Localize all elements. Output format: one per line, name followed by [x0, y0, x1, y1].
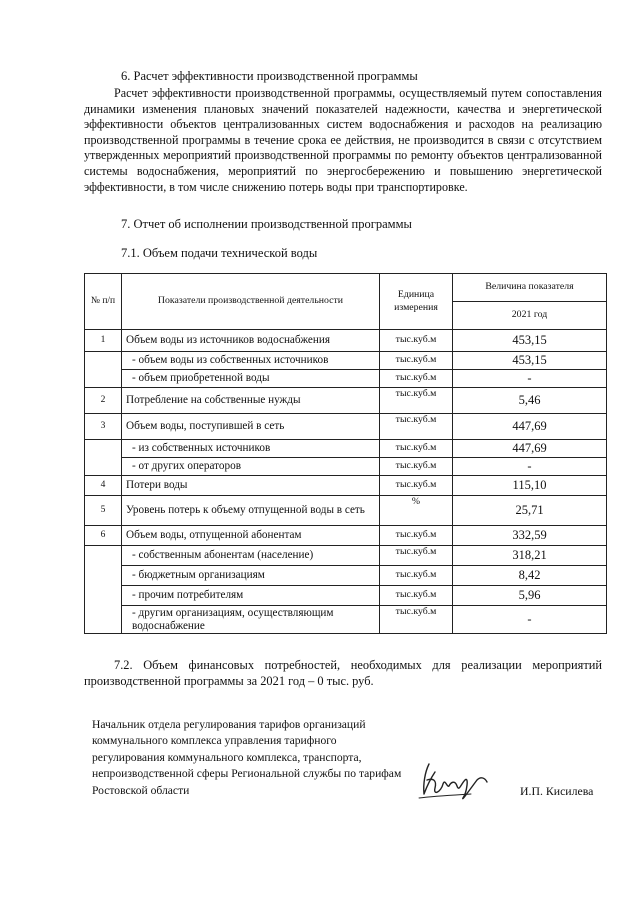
row-value: 453,15	[453, 352, 607, 370]
header-indicator: Показатели производственной деятельности	[122, 274, 380, 330]
row-unit: тыс.куб.м	[380, 414, 453, 440]
row-name: Потери воды	[122, 476, 380, 496]
table-row	[85, 606, 607, 634]
table-row	[85, 440, 607, 458]
row-num: 3	[85, 414, 122, 440]
header-year: 2021 год	[453, 302, 607, 330]
row-num: 2	[85, 388, 122, 414]
signatory-name: И.П. Кисилева	[520, 784, 594, 798]
section-7-heading: 7. Отчет об исполнении производственной программы	[121, 217, 412, 231]
row-name: - бюджетным организациям	[122, 566, 380, 586]
table-row	[85, 496, 607, 526]
row-unit: %	[380, 496, 453, 526]
row-num: 4	[85, 476, 122, 496]
row-name: Объем воды, поступившей в сеть	[122, 414, 380, 440]
row-name: - объем приобретенной воды	[122, 370, 380, 388]
row-value: 447,69	[453, 414, 607, 440]
row-name: - от других операторов	[122, 458, 380, 476]
table-row	[85, 352, 607, 370]
row-num	[85, 546, 122, 634]
table-row	[85, 566, 607, 586]
header-value: Величина показателя	[453, 274, 607, 302]
row-name: - из собственных источников	[122, 440, 380, 458]
row-name: Объем воды, отпущенной абонентам	[122, 526, 380, 546]
row-unit: тыс.куб.м	[380, 330, 453, 352]
row-unit: тыс.куб.м	[380, 370, 453, 388]
table-row	[85, 526, 607, 546]
row-unit: тыс.куб.м	[380, 526, 453, 546]
table-row	[85, 586, 607, 606]
row-unit: тыс.куб.м	[380, 586, 453, 606]
row-value: 447,69	[453, 440, 607, 458]
row-num: 5	[85, 496, 122, 526]
row-name: - другим организациям, осуществляющим водоснабжение	[122, 606, 380, 634]
table-row	[85, 546, 607, 566]
row-value: 5,46	[453, 388, 607, 414]
row-num: 1	[85, 330, 122, 352]
row-value: -	[453, 458, 607, 476]
row-unit: тыс.куб.м	[380, 458, 453, 476]
row-unit: тыс.куб.м	[380, 546, 453, 566]
row-value: -	[453, 370, 607, 388]
signatory-position: Начальник отдела регулирования тарифов организаций коммунального комплекса управления тарифного регулирования коммунального комплекса, транспорта, непроизводственной сферы Региональной службы по тарифам Ростовской области	[92, 718, 402, 797]
row-name: - собственным абонентам (население)	[122, 546, 380, 566]
header-unit: Единица измерения	[380, 274, 453, 330]
row-num	[85, 440, 122, 476]
table-row	[85, 414, 607, 440]
row-num	[85, 352, 122, 388]
table-row	[85, 476, 607, 496]
row-unit: тыс.куб.м	[380, 352, 453, 370]
row-name: Потребление на собственные нужды	[122, 388, 380, 414]
water-supply-table	[84, 273, 607, 634]
row-name: - объем воды из собственных источников	[122, 352, 380, 370]
section-6-paragraph: Расчет эффективности производственной программы, осуществляемый путем сопоставления динамики изменения плановых значений показателей надежности, качества и энергетической эффективности объектов централизованных систем водоснабжения и расходов на реализацию производственной программы в течение срока ее действия, не производится в связи с отсутствием утвержденных мероприятий производственной программы по ремонту объектов централизованной системы водоснабжения, мероприятий по энергосбережению и повышению энергетической эффективности, в том числе снижению потерь воды при транспортировке.	[84, 86, 602, 194]
section-7-2-paragraph: 7.2. Объем финансовых потребностей, необходимых для реализации мероприятий производственной программы за 2021 год – 0 тыс. руб.	[84, 658, 602, 688]
row-unit: тыс.куб.м	[380, 566, 453, 586]
row-num: 6	[85, 526, 122, 546]
section-6-heading: 6. Расчет эффективности производственной программы	[121, 69, 418, 83]
row-value: -	[453, 606, 607, 634]
handwritten-signature	[415, 758, 495, 802]
row-value: 25,71	[453, 496, 607, 526]
row-value: 332,59	[453, 526, 607, 546]
row-value: 318,21	[453, 546, 607, 566]
row-unit: тыс.куб.м	[380, 440, 453, 458]
table-row	[85, 458, 607, 476]
row-value: 115,10	[453, 476, 607, 496]
row-value: 5,96	[453, 586, 607, 606]
row-name: Объем воды из источников водоснабжения	[122, 330, 380, 352]
table-row	[85, 330, 607, 352]
row-value: 8,42	[453, 566, 607, 586]
row-name: Уровень потерь к объему отпущенной воды в сеть	[122, 496, 380, 526]
section-7-1-heading: 7.1. Объем подачи технической воды	[121, 246, 318, 260]
table-row	[85, 388, 607, 414]
row-value: 453,15	[453, 330, 607, 352]
table-row	[85, 370, 607, 388]
header-num: № п/п	[85, 274, 122, 330]
row-name: - прочим потребителям	[122, 586, 380, 606]
row-unit: тыс.куб.м	[380, 476, 453, 496]
row-unit: тыс.куб.м	[380, 388, 453, 414]
row-unit: тыс.куб.м	[380, 606, 453, 634]
